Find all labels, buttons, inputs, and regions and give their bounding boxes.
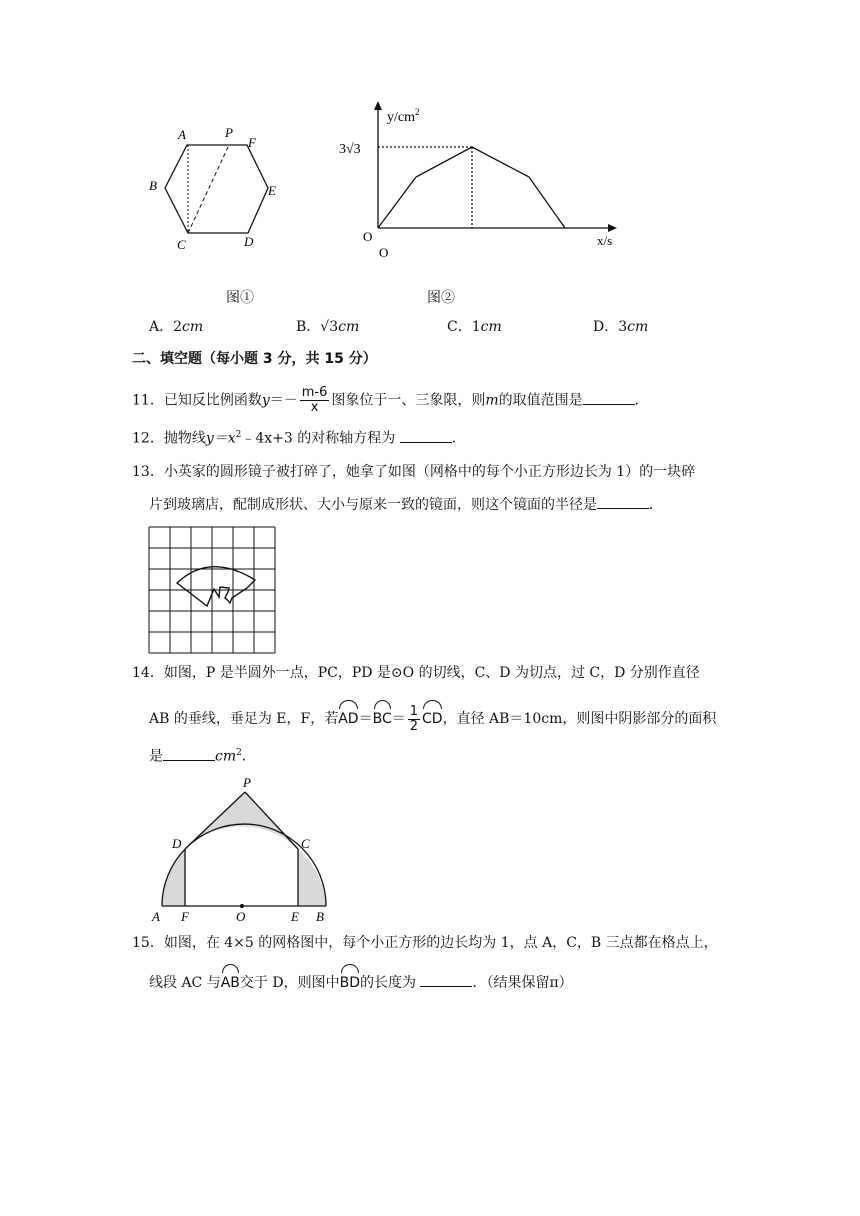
q14-number: 14． bbox=[132, 665, 164, 681]
q15-text-2b: 交于 D，则图中 bbox=[239, 975, 340, 991]
question-11 bbox=[132, 386, 742, 415]
q15-text-2c: 的长度为 bbox=[360, 975, 421, 991]
label-b: B bbox=[149, 178, 157, 193]
mirror-fragment bbox=[177, 567, 255, 606]
label-p-semi: P bbox=[243, 775, 251, 790]
q12-text-2: ﹣4x+3 的对称轴方程为 bbox=[241, 430, 400, 447]
origin-label-below: O bbox=[379, 245, 389, 260]
section-title: 二、填空题（每小题 3 分，共 15 分） bbox=[132, 351, 377, 367]
q14-arc-ad: AD bbox=[338, 700, 358, 734]
q12-end: ． bbox=[451, 430, 466, 447]
q14-end: ． bbox=[241, 748, 256, 765]
q11-eq: ＝－ bbox=[269, 392, 298, 409]
q11-answer-blank[interactable] bbox=[583, 390, 635, 405]
q11-var-y: y bbox=[261, 392, 270, 409]
question-15-line-1 bbox=[132, 932, 742, 954]
q14-frac-den: 2 bbox=[409, 718, 419, 734]
q15-text-2d: ．（结果保留π） bbox=[472, 975, 573, 991]
question-12 bbox=[132, 424, 742, 450]
y-axis-label: $y/cm^2$ bbox=[387, 107, 420, 125]
y-axis-arrow bbox=[374, 101, 382, 110]
option-a-letter: A． bbox=[149, 319, 174, 335]
q12-exp: 2 bbox=[235, 430, 242, 440]
q12-expr: y＝x bbox=[205, 430, 236, 447]
question-14-line-1 bbox=[132, 662, 742, 684]
q15-answer-blank[interactable] bbox=[420, 972, 472, 987]
shaded-region-top bbox=[185, 792, 298, 849]
q14-unit-exp: 2 bbox=[236, 748, 242, 758]
q13-line-1: 小英家的圆形镜子被打碎了，她拿了如图（网格中的每个小正方形边长为 1）的一块碎 bbox=[163, 464, 696, 480]
option-b bbox=[296, 316, 359, 336]
label-d-semi: D bbox=[172, 836, 182, 851]
q14-fraction bbox=[408, 705, 420, 734]
label-f: F bbox=[248, 135, 256, 150]
label-f-semi: F bbox=[181, 909, 189, 924]
q11-text-2: 图象位于一、三象限，则 bbox=[331, 392, 486, 409]
graph-caption: 图② bbox=[427, 290, 455, 306]
q14-unit: cm bbox=[215, 748, 237, 765]
question-14-line-2 bbox=[149, 700, 759, 734]
grid-lines bbox=[149, 527, 275, 653]
q13-end: ． bbox=[649, 497, 663, 513]
x-axis-label: x/s bbox=[597, 233, 613, 248]
hexagon-caption: 图① bbox=[226, 290, 254, 306]
q11-frac-num: m-6 bbox=[301, 385, 328, 400]
dashed-line-cp bbox=[188, 145, 229, 233]
semicircle-figure bbox=[145, 774, 345, 924]
shaded-region-right bbox=[298, 849, 326, 906]
question-14-line-3 bbox=[149, 742, 759, 768]
label-e-semi: E bbox=[291, 909, 299, 924]
label-a: A bbox=[178, 127, 186, 142]
hexagon-figure bbox=[140, 118, 290, 258]
q11-frac-den: x bbox=[310, 400, 319, 415]
option-a-value: 2 bbox=[173, 319, 183, 335]
origin-label: O bbox=[363, 229, 373, 244]
q14-text-2a: AB 的垂线，垂足为 E，F，若 bbox=[149, 711, 339, 727]
option-a bbox=[149, 316, 203, 336]
option-c-value: 1 bbox=[471, 319, 481, 335]
option-d bbox=[593, 316, 648, 336]
q13-number: 13． bbox=[132, 464, 164, 480]
q11-number: 11． bbox=[132, 392, 164, 409]
q14-arc-bc: BC bbox=[373, 700, 392, 734]
option-d-letter: D． bbox=[593, 319, 619, 335]
x-axis-arrow bbox=[608, 224, 617, 232]
option-c-unit: cm bbox=[480, 319, 502, 335]
q15-arc-ab: AB bbox=[221, 964, 240, 998]
q14-line-1: 如图，P 是半圆外一点，PC，PD 是⊙O 的切线，C、D 为切点，过 C，D 分别作直径 bbox=[163, 665, 700, 681]
q13-line-2: 片到玻璃店，配制成形状、大小与原来一致的镜面，则这个镜面的半径是 bbox=[149, 497, 597, 513]
q15-arc-bd: BD bbox=[340, 964, 360, 998]
q14-eq-2: ＝ bbox=[391, 711, 406, 727]
option-a-unit: cm bbox=[182, 319, 204, 335]
option-b-value: √3 bbox=[320, 319, 339, 335]
center-dot bbox=[240, 904, 244, 908]
option-d-unit: cm bbox=[627, 319, 649, 335]
option-b-letter: B． bbox=[296, 319, 321, 335]
q15-line-1: 如图，在 4×5 的网格图中，每个小正方形的边长均为 1，点 A，C，B 三点都在格点上， bbox=[163, 935, 718, 951]
shaded-region-left bbox=[162, 849, 185, 906]
hexagon-shape bbox=[165, 145, 268, 233]
label-b-semi: B bbox=[316, 909, 324, 924]
label-p: P bbox=[225, 125, 233, 140]
label-o-semi: O bbox=[236, 909, 246, 924]
q11-text-1: 已知反比例函数 bbox=[163, 392, 262, 409]
graph-figure bbox=[325, 95, 625, 265]
mirror-grid-figure bbox=[148, 526, 276, 654]
q14-frac-num: 1 bbox=[409, 703, 419, 719]
option-c-letter: C． bbox=[447, 319, 472, 335]
q15-number: 15． bbox=[132, 935, 164, 951]
q14-text-2b: ，直径 AB＝10cm，则图中阴影部分的面积 bbox=[442, 711, 717, 727]
question-13-line-2 bbox=[149, 494, 759, 516]
q11-end: ． bbox=[634, 392, 649, 409]
label-e: E bbox=[268, 183, 276, 198]
q11-var-m: m bbox=[485, 392, 499, 409]
y-tick-label: 3√3 bbox=[339, 142, 361, 157]
q14-answer-blank[interactable] bbox=[163, 746, 215, 761]
q11-fraction bbox=[300, 386, 330, 415]
option-c bbox=[447, 316, 502, 336]
q14-eq-1: ＝ bbox=[358, 711, 373, 727]
q12-number: 12． bbox=[132, 430, 164, 447]
label-c-semi: C bbox=[301, 836, 310, 851]
label-a-semi: A bbox=[152, 909, 160, 924]
q15-text-2a: 线段 AC 与 bbox=[149, 975, 221, 991]
option-b-unit: cm bbox=[338, 319, 360, 335]
q12-answer-blank[interactable] bbox=[400, 428, 452, 443]
label-d: D bbox=[244, 234, 254, 249]
q14-arc-cd: CD bbox=[422, 700, 443, 734]
q11-text-3: 的取值范围是 bbox=[498, 392, 583, 409]
question-15-line-2 bbox=[149, 964, 759, 998]
q13-answer-blank[interactable] bbox=[597, 494, 649, 509]
option-d-value: 3 bbox=[618, 319, 628, 335]
label-c: C bbox=[177, 237, 186, 252]
q14-text-3a: 是 bbox=[149, 748, 163, 765]
q12-text-1: 抛物线 bbox=[163, 430, 206, 447]
question-13-line-1 bbox=[132, 461, 742, 483]
